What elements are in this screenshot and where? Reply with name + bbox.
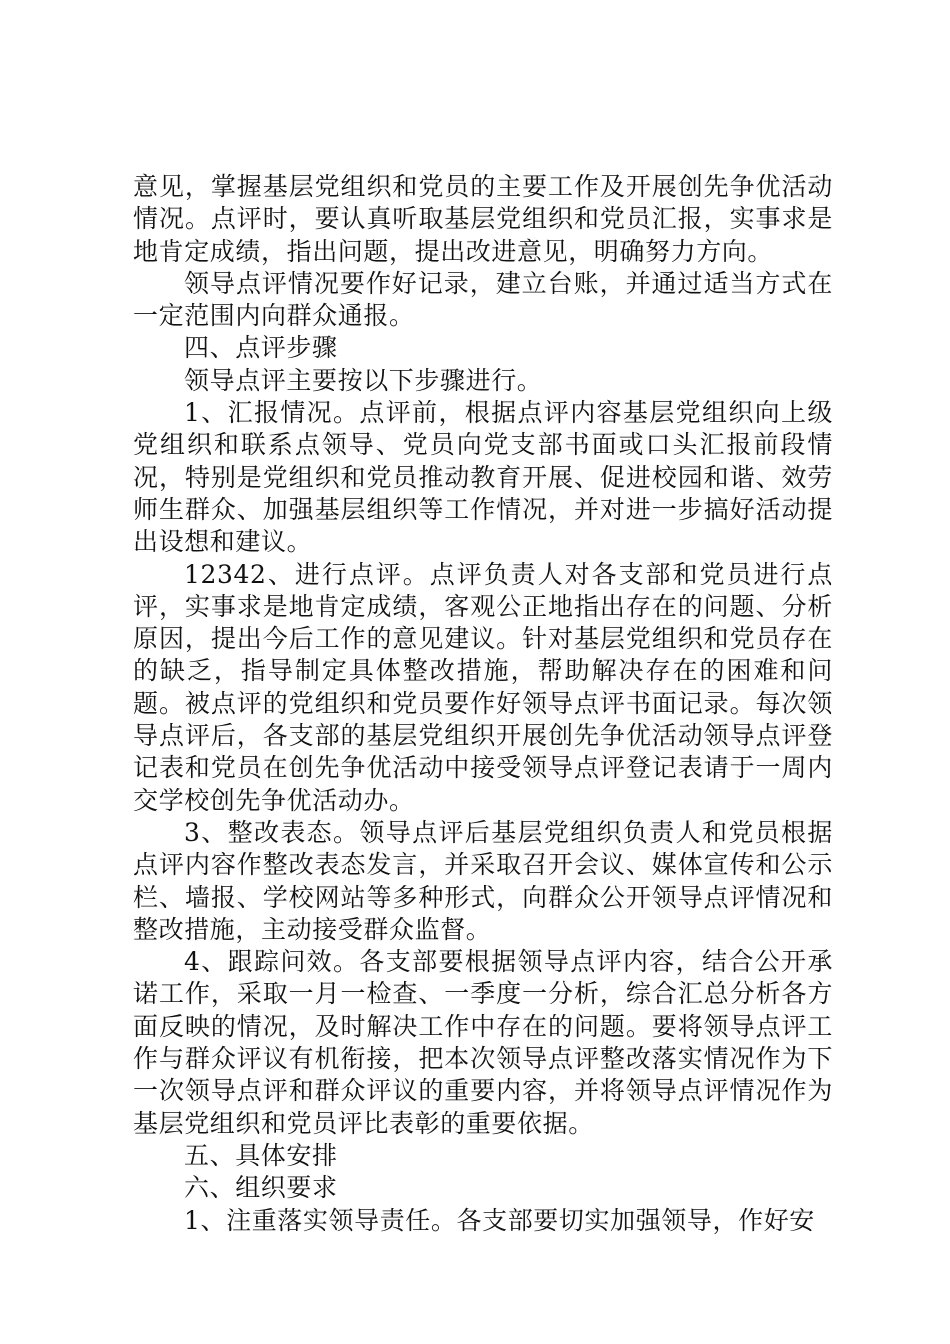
paragraph-opinion-continued: 意见，掌握基层党组织和党员的主要工作及开展创先争优活动情况。点评时，要认真听取基层党组织和党员汇报，实事求是地肯定成绩，指出问题，提出改进意见，明确努力方向。 — [133, 172, 833, 266]
section-heading-arrangement: 五、具体安排 — [184, 1140, 338, 1170]
paragraph-step-review: 12342、进行点评。点评负责人对各支部和党员进行点评，实事求是地肯定成绩，客观公正地指出存在的问题、分析原因，提出今后工作的意见建议。针对基层党组织和党员存在的缺乏，指导制定具体整改措施，帮助解决存在的困难和问题。被点评的党组织和党员要作好领导点评书面记录。每次领导点评后，各支部的基层党组织开展创先争优活动领导点评登记表和党员在创先争优活动中接受领导点评登记表请于一周内交学校创先争优活动办。 — [133, 559, 833, 815]
section-heading-requirements: 六、组织要求 — [184, 1173, 338, 1203]
paragraph-requirement-leadership: 1、注重落实领导责任。各支部要切实加强领导，作好安 — [184, 1205, 815, 1235]
paragraph-step-rectify: 3、整改表态。领导点评后基层党组织负责人和党员根据点评内容作整改表态发言，并采取召开会议、媒体宣传和公示栏、墙报、学校网站等多种形式，向群众公开领导点评情况和整改措施，主动接受群众监督。 — [133, 817, 833, 944]
paragraph-step-report: 1、汇报情况。点评前，根据点评内容基层党组织向上级党组织和联系点领导、党员向党支部书面或口头汇报前段情况，特别是党组织和党员推动教育开展、促进校园和谐、效劳师生群众、加强基层组织等工作情况，并对进一步搞好活动提出设想和建议。 — [133, 398, 833, 557]
paragraph-steps-intro: 领导点评主要按以下步骤进行。 — [184, 365, 543, 395]
paragraph-step-follow-up: 4、跟踪问效。各支部要根据领导点评内容，结合公开承诺工作，采取一月一检查、一季度一分析，综合汇总分析各方面反映的情况，及时解决工作中存在的问题。要将领导点评工作与群众评议有机衔接，把本次领导点评整改落实情况作为下一次领导点评和群众评议的重要内容，并将领导点评情况作为基层党组织和党员评比表彰的重要依据。 — [133, 947, 833, 1138]
paragraph-records: 领导点评情况要作好记录，建立台账，并通过适当方式在一定范围内向群众通报。 — [133, 268, 833, 331]
section-heading-steps: 四、点评步骤 — [184, 333, 338, 363]
document-body — [133, 171, 833, 1237]
